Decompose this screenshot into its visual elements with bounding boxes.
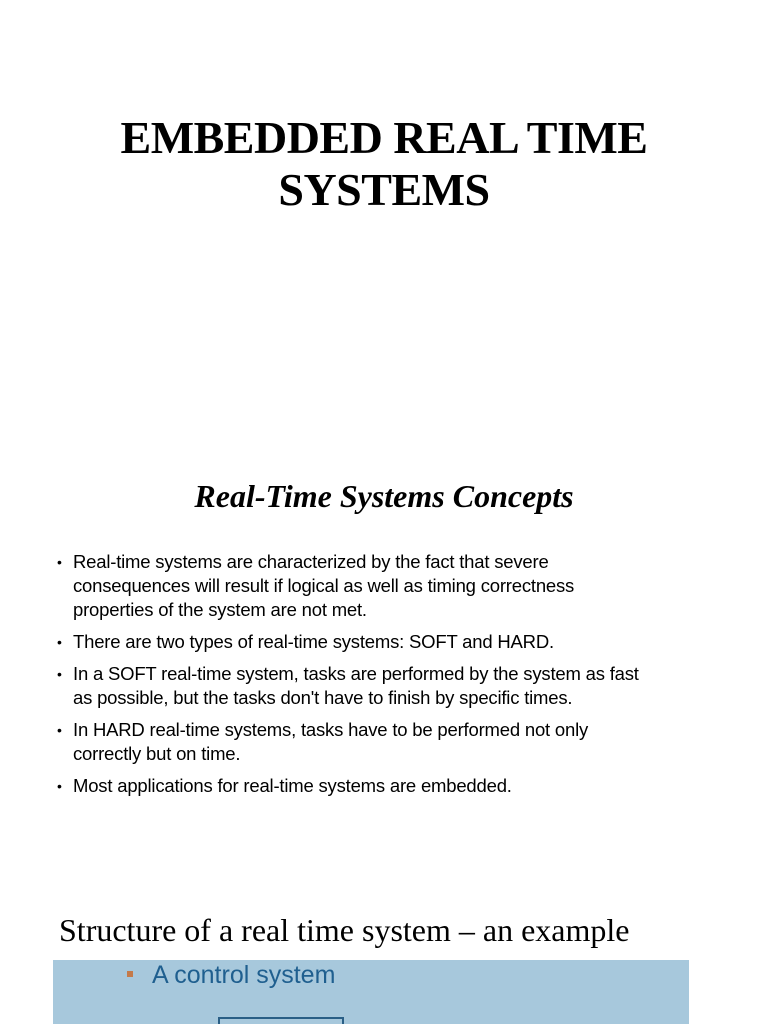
concepts-slide (0, 460, 768, 880)
panel-item-label: A control system (152, 961, 336, 989)
bullet-item (57, 718, 717, 766)
bullet-line: correctly but on time. (73, 743, 241, 764)
bullet-line: Real-time systems are characterized by the fact that severe (73, 551, 549, 572)
bullet-line: as possible, but the tasks don't have to finish by specific times. (73, 687, 573, 708)
bullet-dot-icon: • (57, 554, 62, 570)
document-title (0, 112, 768, 216)
bullet-line: In HARD real-time systems, tasks have to be performed not only (73, 719, 589, 740)
bullet-dot-icon: • (57, 722, 62, 738)
bullet-item (57, 550, 717, 622)
concepts-bullet-list (57, 550, 717, 806)
diagram-block (218, 1017, 344, 1024)
bullet-line: Most applications for real-time systems are embedded. (73, 775, 512, 796)
bullet-item (57, 774, 717, 798)
concepts-heading: Real-Time Systems Concepts (194, 478, 574, 514)
bullet-dot-icon: • (57, 666, 62, 682)
title-line-1: EMBEDDED REAL TIME (120, 112, 648, 163)
bullet-dot-icon: • (57, 778, 62, 794)
structure-heading: Structure of a real time system – an example (59, 912, 630, 948)
bullet-line: In a SOFT real-time system, tasks are performed by the system as fast (73, 663, 639, 684)
structure-diagram-panel (53, 960, 689, 1024)
bullet-line: There are two types of real-time systems: SOFT and HARD. (73, 631, 554, 652)
square-bullet-icon (127, 971, 133, 977)
bullet-line: properties of the system are not met. (73, 599, 367, 620)
title-line-2: SYSTEMS (278, 164, 490, 215)
title-slide (0, 0, 768, 440)
bullet-dot-icon: • (57, 634, 62, 650)
bullet-line: consequences will result if logical as well as timing correctness (73, 575, 575, 596)
bullet-item (57, 630, 717, 654)
structure-slide (0, 900, 768, 1024)
bullet-item (57, 662, 717, 710)
